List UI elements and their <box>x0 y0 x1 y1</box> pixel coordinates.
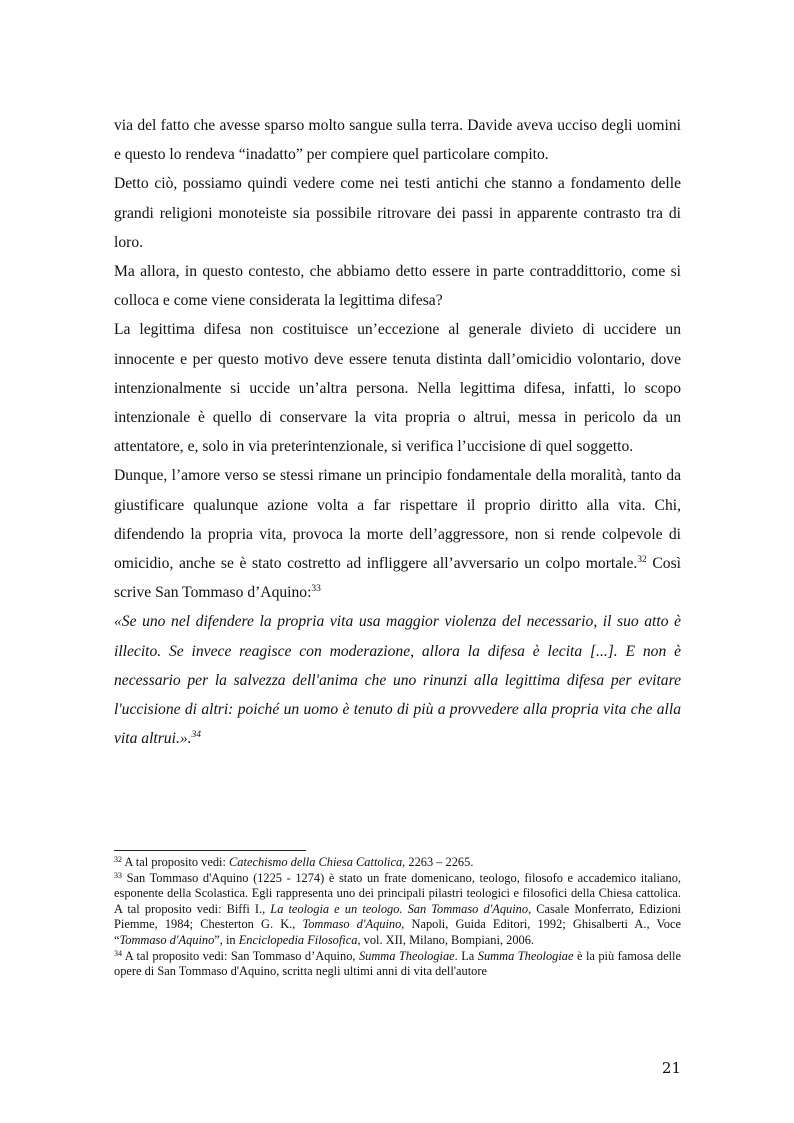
footnote-number: 32 <box>114 855 122 864</box>
footnote-title: Tommaso d'Aquino <box>302 917 402 932</box>
page-number: 21 <box>661 1059 681 1077</box>
footnote-ref-34[interactable]: 34 <box>191 730 202 741</box>
footnote-text: , 2263 – 2265. <box>402 855 474 869</box>
paragraph-2: Detto ciò, possiamo quindi vedere come nei testi antichi che stanno a fondamento delle grandi religioni monoteiste sia possibile ritrovare dei passi in apparente contrasto tra di loro. <box>114 175 681 251</box>
footnotes <box>114 855 681 980</box>
footnote-ref-32[interactable]: 32 <box>637 555 647 566</box>
paragraph-3: Ma allora, in questo contesto, che abbiamo detto essere in parte contraddittorio, come si colloca e come viene considerata la legittima difesa? <box>114 263 681 310</box>
footnote-text: , Napoli, Guida Editori, 1992; Ghisalberti A., Voce “ <box>114 917 681 947</box>
paragraph-1: via del fatto che avesse sparso molto sangue sulla terra. Davide aveva ucciso degli uomini e questo lo rendeva “inadatto” per compiere quel particolare compito. <box>114 117 681 164</box>
footnote-text: . La <box>454 948 478 963</box>
footnote-title: Enciclopedia Filosofica <box>238 932 358 947</box>
footnote-34 <box>114 949 681 980</box>
footnote-text: ”, in <box>214 932 239 947</box>
footnote-number: 34 <box>114 948 122 958</box>
footnote-title: Catechismo della Chiesa Cattolica <box>229 855 403 869</box>
paragraph-5 <box>114 461 681 607</box>
quotation <box>114 607 681 753</box>
footnote-33 <box>114 871 681 949</box>
quotation-text: «Se uno nel difendere la propria vita usa maggior violenza del necessario, il suo atto è illecito. Se invece reagisce con moderazione, allora la difesa è lecita [...]. E non è necessario per la salvezza dell'anima che uno rinunzi alla legittima difesa per evitare l'uccisione di altri: poiché un uomo è tenuto di più a provvedere alla propria vita che alla vita altrui.». <box>114 613 681 748</box>
footnote-text: A tal proposito vedi: San Tommaso d’Aquino, <box>122 948 359 963</box>
footnote-title: La teologia e un teologo. San Tommaso d'Aquino <box>270 901 529 916</box>
footnote-title: Tommaso d'Aquino <box>119 932 215 947</box>
footnote-number: 33 <box>114 870 122 880</box>
footnote-ref-33[interactable]: 33 <box>311 584 321 595</box>
footnote-text: San Tommaso d'Aquino (1225 - 1274) è stato un frate domenicano, teologo, filosofo e accademico italiano, esponente della Scolastica. Egli rappresenta uno dei principali pilastri teologici e filosofici della Chiesa cattolica. A tal proposito vedi: Biffi I., <box>114 870 681 916</box>
footnote-text: , Casale Monferrato, Edizioni Piemme, 1984; Chesterton G. K., <box>114 901 681 932</box>
paragraph-5-tail: Così scrive San Tommaso d’Aquino: <box>114 555 682 602</box>
body-text <box>114 111 681 753</box>
footnote-separator <box>114 850 306 851</box>
footnote-text: , vol. XII, Milano, Bompiani, 2006. <box>357 932 535 947</box>
footnote-32 <box>114 855 681 871</box>
paragraph-4: La legittima difesa non costituisce un’eccezione al generale divieto di uccidere un innocente e per questo motivo deve essere tenuta distinta dall’omicidio volontario, dove intenzionalmente si uccide un’altra persona. Nella legittima difesa, infatti, lo scopo intenzionale è quello di conservare la vita propria o altrui, messa in pericolo da un attentatore, e, solo in via preterintenzionale, si verifica l’uccisione di quel soggetto. <box>114 321 681 456</box>
footnote-title: Summa Theologiae <box>477 948 574 963</box>
footnote-text: A tal proposito vedi: <box>122 855 230 869</box>
footnote-text: è la più famosa delle opere di San Tommaso d'Aquino, scritta negli ultimi anni di vita dell'autore <box>114 948 681 979</box>
paragraph-5-text: Dunque, l’amore verso se stessi rimane un principio fondamentale della moralità, tanto da giustificare qualunque azione volta a far rispettare il proprio diritto alla vita. Chi, difendendo la propria vita, provoca la morte dell’aggressore, non si rende colpevole di omicidio, anche se è stato costretto ad infliggere all’avversario un colpo mortale. <box>114 467 681 573</box>
footnote-title: Summa Theologiae <box>358 948 455 963</box>
